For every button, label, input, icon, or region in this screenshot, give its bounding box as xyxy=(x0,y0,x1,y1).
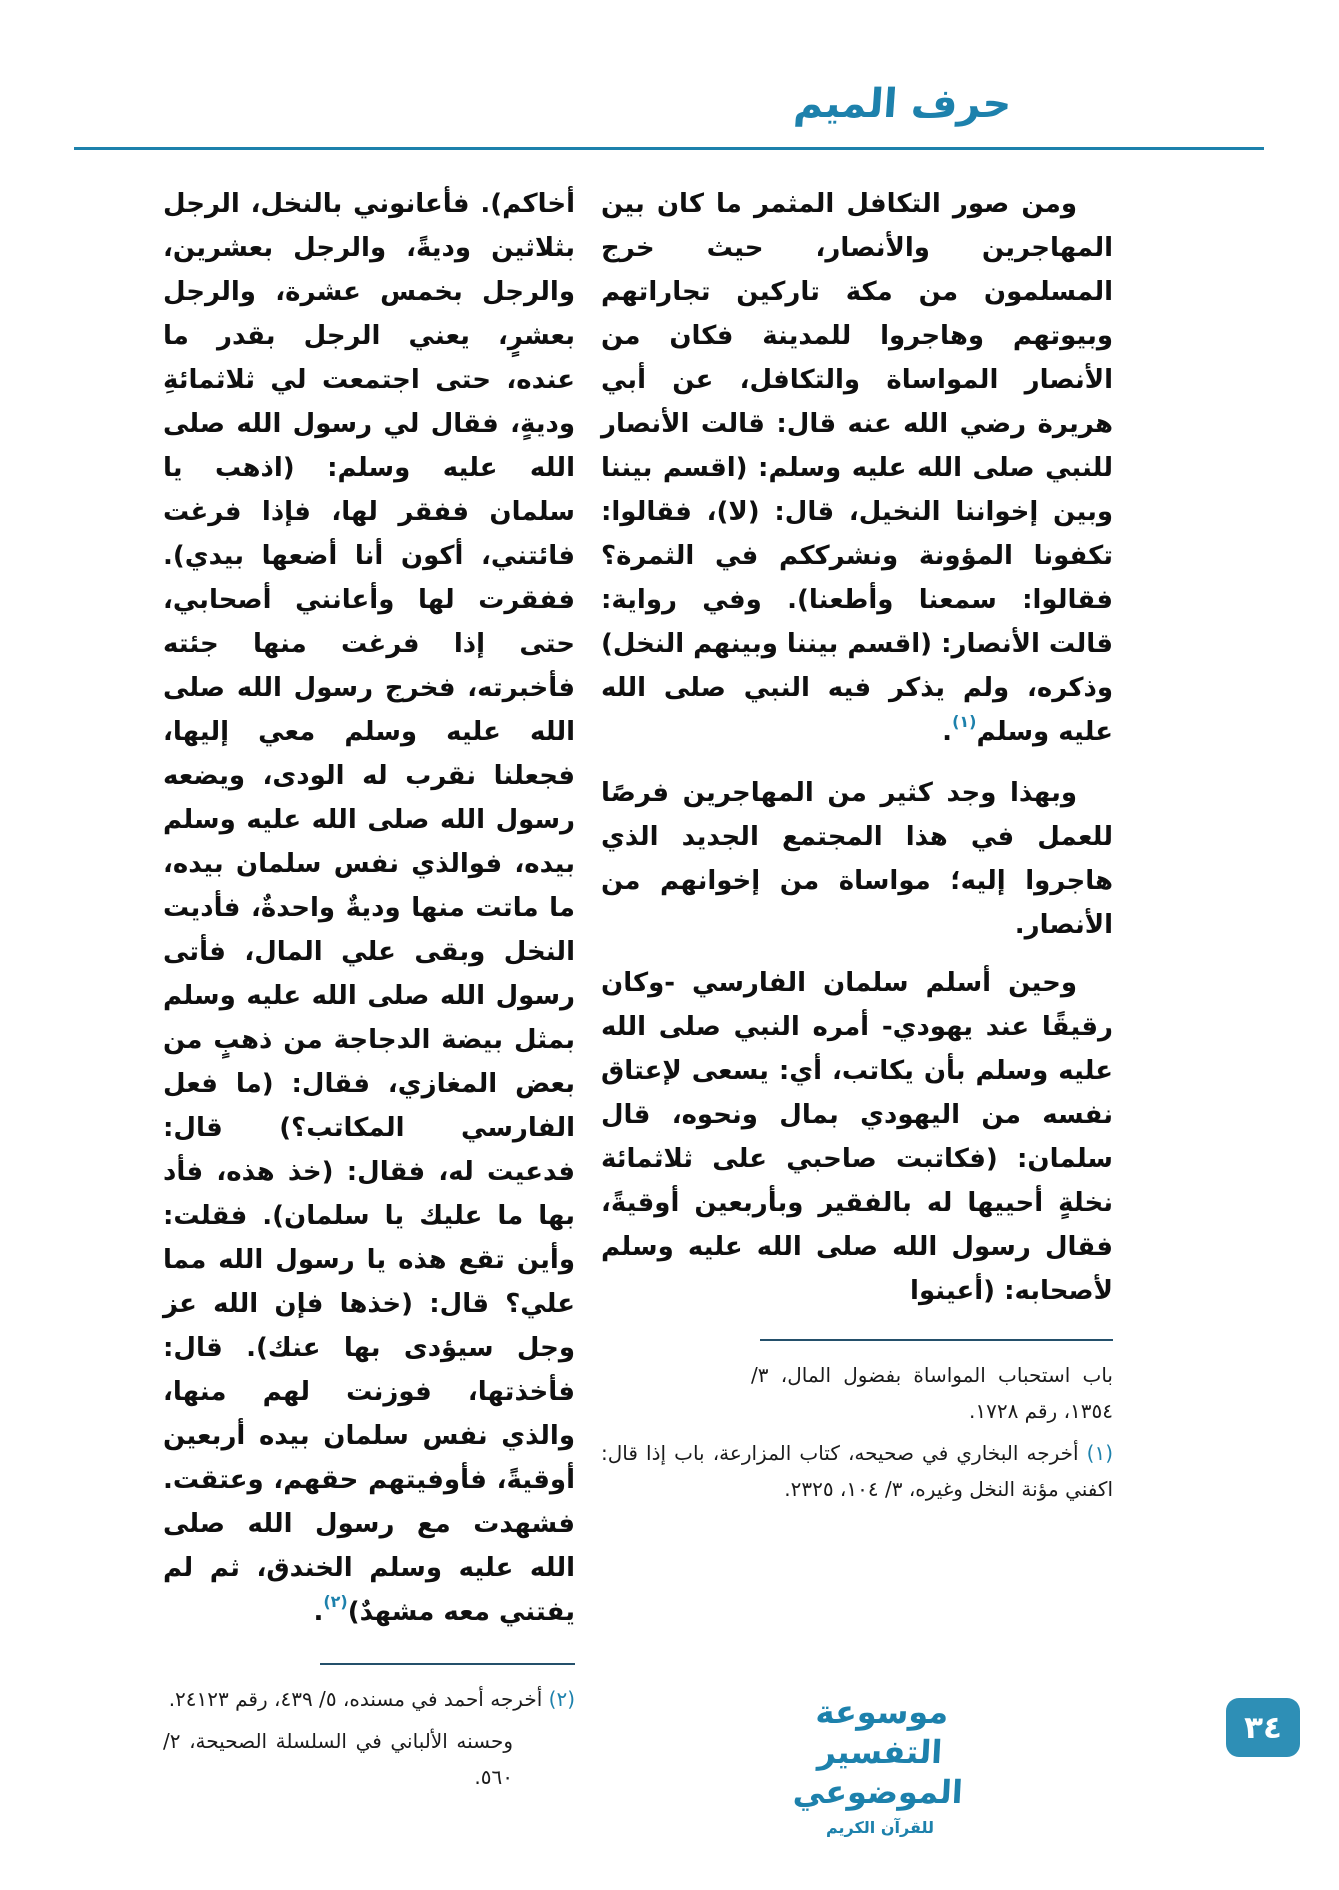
footnote-2 xyxy=(163,1681,575,1717)
paragraph-text: أخاكم). فأعانوني بالنخل، الرجل بثلاثين وديةً، والرجل بعشرين، والرجل بخمس عشرة، والرجل بعشرٍ، يعني الرجل بقدر ما عنده، حتى اجتمعت لي ثلاثمائةِ وديةٍ، فقال لي رسول الله صلى الله عليه وسلم: (اذهب يا سلمان ففقر لها، فإذا فرغت فائتني، أكون أنا أضعها بيدي). ففقرت لها وأعانني أصحابي، حتى إذا فرغت منها جئته فأخبرته، فخرج رسول الله صلى الله عليه وسلم معي إليها، فجعلنا نقرب له الودى، ويضعه رسول الله صلى الله عليه وسلم بيده، فوالذي نفس سلمان بيده، ما ماتت منها وديةٌ واحدةٌ، فأديت النخل وبقى علي المال، فأتى رسول الله صلى الله عليه وسلم بمثل بيضة الدجاجة من ذهبٍ من بعض المغازي، فقال: (ما فعل الفارسي المكاتب؟) قال: فدعيت له، فقال: (خذ هذه، فأد بها ما عليك يا سلمان). فقلت: وأين تقع هذه يا رسول الله مما علي؟ قال: (خذها فإن الله عز وجل سيؤدى بها عنك). قال: فأخذتها، فوزنت لهم منها، والذي نفس سلمان بيده أربعين أوقيةً، فأوفيتهم حقهم، وعتقت. فشهدت مع رسول الله صلى الله عليه وسلم الخندق، ثم لم يفتني معه مشهدٌ) xyxy=(163,189,575,1627)
paragraph-text: . xyxy=(313,1597,324,1627)
publisher-logo-title: موسوعة التفسير الموضوعي xyxy=(792,1693,964,1811)
chapter-heading: حرف الميم xyxy=(792,81,1013,127)
footnote-2-marker: (٢) xyxy=(548,1687,575,1711)
publisher-logo-subtitle: للقرآن الكريم xyxy=(825,1818,935,1837)
paragraph-text: ومن صور التكافل المثمر ما كان بين المهاجرين والأنصار، حيث خرج المسلمون من مكة تاركين تجاراتهم وبيوتهم وهاجروا للمدينة فكان من الأنصار المواساة والتكافل، عن أبي هريرة رضي الله عنه قال: قالت الأنصار للنبي صلى الله عليه وسلم: (اقسم بيننا وبين إخواننا النخيل، قال: (لا)، فقالوا: تكفونا المؤونة ونشرككم في الثمرة؟ فقالوا: سمعنا وأطعنا). وفي رواية: قالت الأنصار: (اقسم بيننا وبينهم النخل) وذكره، ولم يذكر فيه النبي صلى الله عليه وسلم xyxy=(601,189,1113,747)
paragraph xyxy=(601,182,1113,757)
footnote-1 xyxy=(601,1435,1113,1507)
footnotes-left xyxy=(163,1663,575,1795)
footnote-ref-1: (١) xyxy=(952,712,977,731)
paragraph: وبهذا وجد كثير من المهاجرين فرصًا للعمل في هذا المجتمع الجديد الذي هاجروا إليه؛ مواساة من إخوانهم من الأنصار. xyxy=(601,778,1113,940)
footnote-2-text: أخرجه أحمد في مسنده، ٥/ ٤٣٩، رقم ٢٤١٢٣. xyxy=(168,1687,543,1711)
left-column xyxy=(163,182,575,1801)
footnote-1-marker: (١) xyxy=(1086,1441,1113,1465)
header-rule xyxy=(74,147,1264,150)
footnote-separator xyxy=(760,1339,1113,1341)
footnote-2-continued: وحسنه الألباني في السلسلة الصحيحة، ٢/ ٥٦٠. xyxy=(163,1729,513,1789)
footnotes-right xyxy=(601,1339,1113,1507)
footnote-1-text: أخرجه البخاري في صحيحه، كتاب المزارعة، باب إذا قال: اكفني مؤنة النخل وغيره، ٣/ ١٠٤، ٢٣٢٥. xyxy=(601,1441,1113,1501)
right-column xyxy=(601,182,1113,1513)
footnote-continuation: باب استحباب المواساة بفضول المال، ٣/ ١٣٥٤، رقم ١٧٢٨. xyxy=(751,1363,1113,1423)
paragraph xyxy=(163,182,575,1637)
paragraph-text: . xyxy=(942,717,953,747)
footnote-ref-2: (٢) xyxy=(323,1592,348,1611)
page-number-badge: ٣٤ xyxy=(1226,1698,1300,1757)
text-block xyxy=(163,182,1113,1801)
publisher-logo xyxy=(751,1692,1009,1837)
footnote-separator xyxy=(320,1663,575,1665)
paragraph: وحين أسلم سلمان الفارسي -وكان رقيقًا عند يهودي- أمره النبي صلى الله عليه وسلم بأن يكاتب، أي: يسعى لإعتاق نفسه من اليهودي بمال ونحوه، قال سلمان: (فكاتبت صاحبي على ثلاثمائة نخلةٍ أحييها له بالفقير وبأربعين أوقيةً، فقال رسول الله صلى الله عليه وسلم لأصحابه: (أعينوا xyxy=(601,968,1113,1306)
